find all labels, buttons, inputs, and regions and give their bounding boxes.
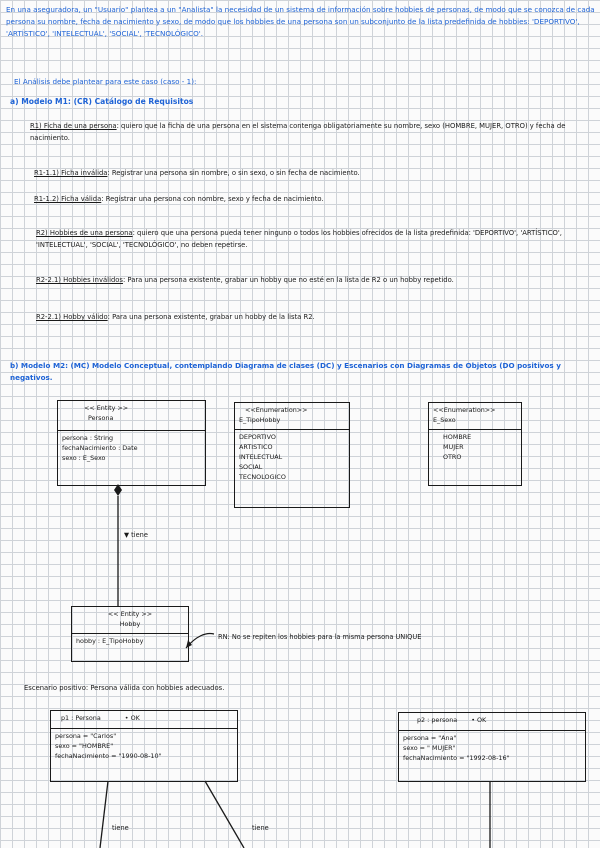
- requirement-text: : quiero que la ficha de una persona en el sistema contenga obligatoriamente su nombre, sexo (HOMBRE, MUJER, OTRO) y fecha de nacimiento.: [30, 122, 566, 142]
- class-persona: [57, 400, 206, 486]
- object-status-tag: • OK: [124, 714, 140, 722]
- enum-value: OTRO: [443, 453, 462, 461]
- class-stereotype: << Entity >>: [107, 610, 153, 618]
- object-header: p2 : persona: [417, 716, 458, 724]
- object-value: fechaNacimiento = "1992-08-16": [403, 754, 510, 762]
- class-attribute: persona : String: [62, 434, 114, 442]
- object-value: fechaNacimiento = "1990-08-10": [55, 752, 162, 760]
- object-link-label: tiene: [112, 824, 129, 832]
- business-rule-note: RN: No se repiten los hobbies para la misma persona UNIQUE: [218, 633, 422, 641]
- enum-value: TECNOLOGICO: [239, 473, 286, 481]
- scenario-title: Escenario positivo: Persona válida con hobbies adecuados.: [24, 684, 225, 692]
- section-a-title: a) Modelo M1: (CR) Catálogo de Requisitos: [10, 97, 194, 106]
- class-name: Persona: [88, 414, 114, 422]
- object-header: p1 : Persona: [61, 714, 101, 722]
- requirement-label: R1-1.1) Ficha inválida: [34, 169, 108, 177]
- enum-name: E_TipoHobby: [239, 416, 281, 424]
- analysis-line: El Análisis debe plantear para este caso (caso - 1):: [14, 77, 197, 86]
- requirement-label: R1) Ficha de una persona: [30, 122, 117, 130]
- class-stereotype: << Entity >>: [84, 404, 129, 412]
- enum-name: E_Sexo: [433, 416, 456, 424]
- association-label: ▼ tiene: [124, 531, 148, 539]
- object-link-right: [205, 781, 244, 848]
- object-value: sexo = " MUJER": [403, 744, 456, 752]
- intro-paragraph: En una aseguradora, un "Usuario" plantea a un "Analista" la necesidad de un sistema de información sobre hobbies de personas, de modo que se conozca de cada persona su nombre, fecha de nacimiento y sexo, de modo que los hobbies de una persona son un subconjunto de la lista predefinida de hobbies: 'DEPORTIVO', 'ARTÍSTICO', 'INTELECTUAL', 'SOCIAL', 'TECNOLÓGICO'.: [6, 5, 595, 38]
- class-attribute: fechaNacimiento : Date: [62, 444, 138, 452]
- requirement-text: : quiero que una persona pueda tener ninguno o todos los hobbies ofrecidos de la lista predefinida: 'DEPORTIVO', 'ARTÍSTICO', 'INTELECTUAL', 'SOCIAL', 'TECNOLÓGICO', no deben repetirse.: [36, 229, 562, 249]
- enum-stereotype: <<Enumeration>>: [245, 406, 308, 414]
- requirement-label: R2-2.1) Hobbies inválidos: [36, 276, 123, 284]
- object-value: sexo = "HOMBRE": [55, 742, 114, 750]
- object-value: persona = "Ana": [403, 734, 457, 742]
- enum-value: SOCIAL: [239, 463, 263, 471]
- section-b-title: b) Modelo M2: (MC) Modelo Conceptual, contemplando Diagrama de clases (DC) y Escenarios con Diagramas de Objetos (DO positivos y negativos.: [10, 361, 561, 382]
- object-value: persona = "Carlos": [55, 732, 117, 740]
- object-p1: [50, 710, 238, 782]
- requirement-text: : Para una persona existente, grabar un hobby de la lista R2.: [107, 313, 315, 321]
- requirement-text: : Registrar una persona sin nombre, o sin sexo, o sin fecha de nacimiento.: [107, 169, 360, 177]
- class-hobby: [71, 606, 189, 662]
- enum-value: HOMBRE: [443, 433, 472, 441]
- class-attribute: sexo : E_Sexo: [62, 454, 106, 462]
- enum-sexo: [428, 402, 522, 486]
- object-link-left: [100, 781, 108, 848]
- class-name: Hobby: [119, 620, 141, 628]
- enum-value: INTELECTUAL: [239, 453, 283, 461]
- object-link-label: tiene: [252, 824, 269, 832]
- enum-value: DEPORTIVO: [239, 433, 276, 441]
- enum-tipo-hobby: [234, 402, 350, 508]
- object-status-tag: • OK: [471, 716, 487, 724]
- requirement-label: R1-1.2) Ficha válida: [34, 195, 102, 203]
- object-p2: [398, 712, 586, 782]
- enum-stereotype: <<Enumeration>>: [433, 406, 496, 414]
- enum-value: MUJER: [443, 443, 464, 451]
- requirement-text: : Para una persona existente, grabar un hobby que no esté en la lista de R2 o un hobby repetido.: [122, 276, 454, 284]
- requirement-label: R2-2.1) Hobby válido: [36, 313, 108, 321]
- enum-value: ARTISTICO: [239, 443, 273, 451]
- class-attribute: hobby : E_TipoHobby: [76, 637, 144, 645]
- requirement-label: R2) Hobbies de una persona: [36, 229, 133, 237]
- requirement-text: : Registrar una persona con nombre, sexo y fecha de nacimiento.: [101, 195, 324, 203]
